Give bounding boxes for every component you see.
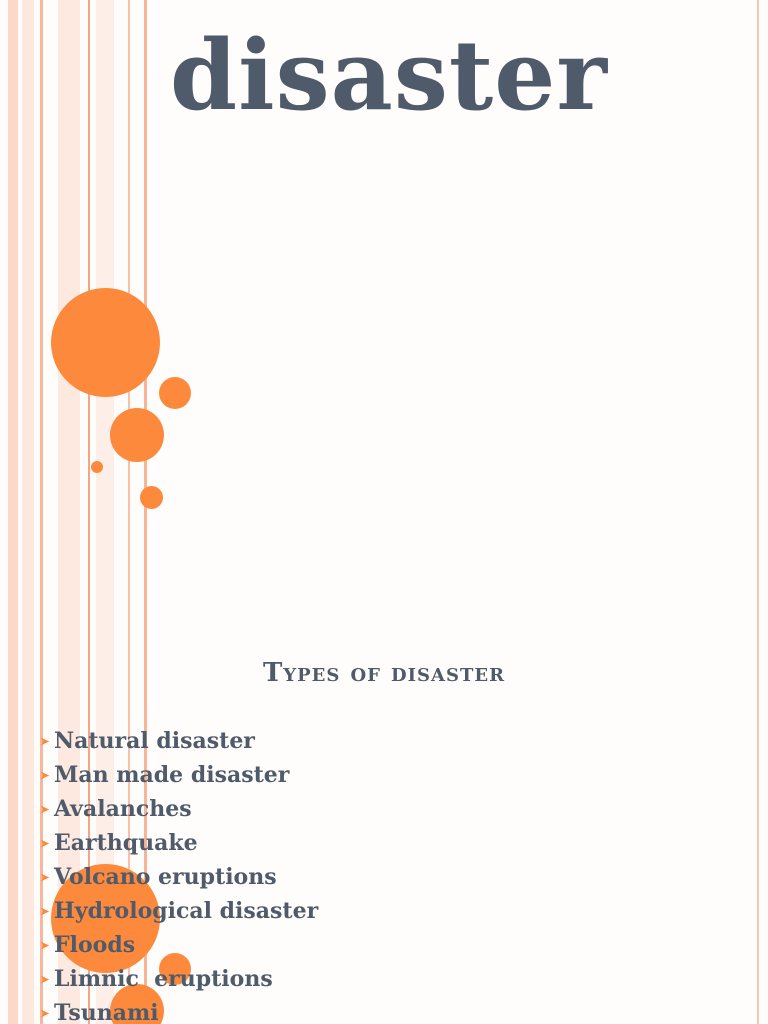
decorative-stripe bbox=[22, 0, 34, 628]
list-item-label: Avalanches bbox=[54, 796, 192, 822]
list-item-label: Limnic eruptions bbox=[54, 966, 273, 992]
list-item-label: Earthquake bbox=[54, 830, 198, 856]
slide-title: disaster bbox=[170, 19, 608, 132]
list-item bbox=[40, 792, 318, 826]
list-item-label: Floods bbox=[54, 932, 136, 958]
decorative-circle-tiny bbox=[91, 461, 103, 473]
list-item-label: Hydrological disaster bbox=[54, 898, 319, 924]
list-item bbox=[40, 996, 318, 1024]
decorative-circle-medium bbox=[110, 408, 164, 462]
decorative-stripe bbox=[40, 0, 43, 628]
decorative-circle-small bbox=[140, 486, 163, 509]
arrow-bullet-icon: ➤ bbox=[40, 768, 50, 782]
arrow-bullet-icon: ➤ bbox=[40, 904, 50, 918]
arrow-bullet-icon: ➤ bbox=[40, 802, 50, 816]
arrow-bullet-icon: ➤ bbox=[40, 870, 50, 884]
list-item bbox=[40, 962, 318, 996]
arrow-bullet-icon: ➤ bbox=[40, 1006, 50, 1020]
decorative-right-line bbox=[757, 0, 759, 628]
list-item bbox=[40, 894, 318, 928]
arrow-bullet-icon: ➤ bbox=[40, 938, 50, 952]
list-item-label: Man made disaster bbox=[54, 762, 290, 788]
list-item-label: Volcano eruptions bbox=[54, 864, 277, 890]
content-slide bbox=[0, 628, 768, 1024]
list-item bbox=[40, 860, 318, 894]
list-item bbox=[40, 724, 318, 758]
arrow-bullet-icon: ➤ bbox=[40, 836, 50, 850]
list-item bbox=[40, 928, 318, 962]
slide-subtitle: Types of disaster bbox=[262, 658, 506, 688]
list-item-label: Tsunami bbox=[54, 1000, 159, 1024]
list-item-label: Natural disaster bbox=[54, 728, 255, 754]
disaster-types-list bbox=[40, 724, 318, 1024]
decorative-stripe bbox=[8, 0, 18, 628]
decorative-circle-small bbox=[159, 377, 191, 409]
decorative-circle-large bbox=[51, 288, 160, 397]
arrow-bullet-icon: ➤ bbox=[40, 972, 50, 986]
arrow-bullet-icon: ➤ bbox=[40, 734, 50, 748]
list-item bbox=[40, 826, 318, 860]
list-item bbox=[40, 758, 318, 792]
